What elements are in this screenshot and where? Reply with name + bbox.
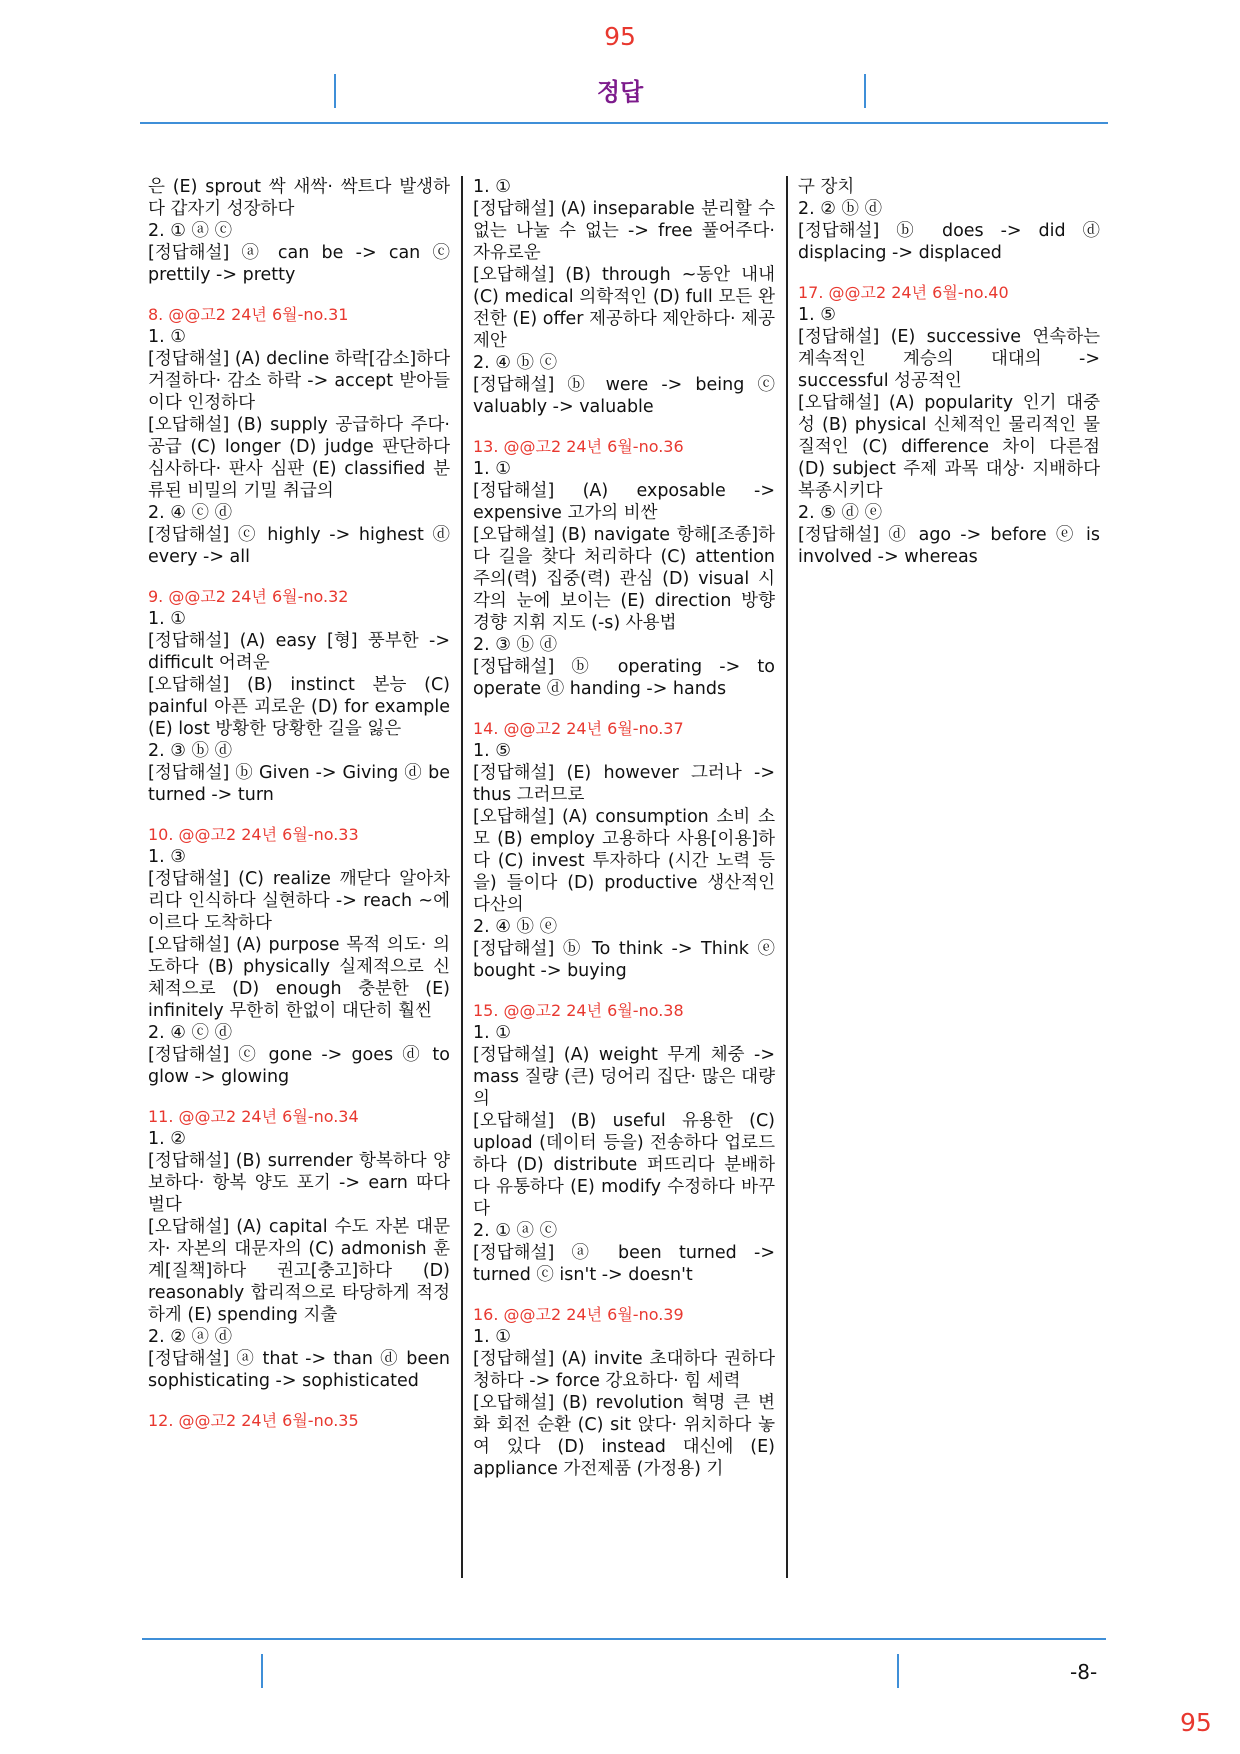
answer-line: [정답해설] (E) successive 연속하는 계속적인 계승의 대대의 -> successful 성공적인: [798, 327, 1100, 391]
page-title: 정답: [596, 78, 644, 106]
answer-line: [정답해설] ⓐ that -> than ⓓ been sophisticating -> sophisticated: [148, 1349, 450, 1391]
answer-line: [정답해설] (A) decline 하락[감소]하다 거절하다· 감소 하락 -> accept 받아들이다 인정하다: [148, 349, 450, 413]
question-heading: 13. @@고2 24년 6월-no.36: [473, 437, 684, 456]
footer-page-number: 95: [1180, 1708, 1212, 1737]
answer-line: [정답해설] (A) exposable -> expensive 고가의 비싼: [473, 481, 775, 523]
answer-line: 2. ⑤ ⓓ ⓔ: [798, 503, 883, 523]
answer-column-right: [798, 176, 1100, 568]
question-heading: 14. @@고2 24년 6월-no.37: [473, 719, 684, 738]
answer-line: 2. ④ ⓒ ⓓ: [148, 1023, 233, 1043]
answer-line: [오답해설] (B) through ~동안 내내 (C) medical 의학적인 (D) full 모든 완전한 (E) offer 제공하다 제안하다· 제공 제안: [473, 265, 775, 351]
answer-line: [정답해설] (A) invite 초대하다 권하다 청하다 -> force 강요하다· 힘 세력: [473, 1349, 775, 1391]
question-heading: 12. @@고2 24년 6월-no.35: [148, 1411, 359, 1430]
header-rule: [140, 122, 1108, 124]
answer-line: 2. ④ ⓑ ⓒ: [473, 353, 558, 373]
footer-page-label: -8-: [1070, 1660, 1098, 1684]
answer-line: 2. ① ⓐ ⓒ: [473, 1221, 558, 1241]
answer-line: [오답해설] (A) popularity 인기 대중성 (B) physical 신체적인 물리적인 물질적인 (C) difference 차이 다른점 (D) subject 주제 과목 대상· 지배하다 복종시키다: [798, 393, 1100, 501]
question-heading: 11. @@고2 24년 6월-no.34: [148, 1107, 359, 1126]
column-divider-right: [786, 176, 788, 1578]
answer-line: [정답해설] (A) weight 무게 체중 -> mass 질량 (큰) 덩어리 집단· 많은 대량의: [473, 1045, 775, 1109]
answer-line: [오답해설] (B) supply 공급하다 주다· 공급 (C) longer (D) judge 판단하다 심사하다· 판사 심판 (E) classified 분류된 비밀의 기밀 취급의: [148, 415, 450, 501]
answer-line: [정답해설] (C) realize 깨닫다 알아차리다 인식하다 실현하다 -> reach ~에 이르다 도착하다: [148, 869, 450, 933]
question-heading: 10. @@고2 24년 6월-no.33: [148, 825, 359, 844]
question-heading: 16. @@고2 24년 6월-no.39: [473, 1305, 684, 1324]
answer-line: [오답해설] (B) useful 유용한 (C) upload (데이터 등을) 전송하다 업로드하다 (D) distribute 퍼뜨리다 분배하다 유통하다 (E) modify 수정하다 바꾸다: [473, 1111, 775, 1219]
answer-line: 1. ①: [148, 327, 186, 347]
question-heading: 17. @@고2 24년 6월-no.40: [798, 283, 1009, 302]
answer-line: [오답해설] (B) instinct 본능 (C) painful 아픈 괴로운 (D) for example (E) lost 방황한 당황한 길을 잃은: [148, 675, 450, 739]
answer-column-left: [148, 176, 450, 1432]
answer-line: [정답해설] ⓒ gone -> goes ⓓ to glow -> glowing: [148, 1045, 450, 1087]
section-spacer: [148, 1392, 450, 1410]
answer-line: 2. ③ ⓑ ⓓ: [473, 635, 558, 655]
answer-line: [오답해설] (A) purpose 목적 의도· 의도하다 (B) physically 실제적으로 신체적으로 (D) enough 충분한 (E) infinitely 무한히 한없이 대단히 훨씬: [148, 935, 450, 1021]
header-right-bar: [864, 74, 866, 108]
answer-line: [정답해설] ⓓ ago -> before ⓔ is involved -> whereas: [798, 525, 1100, 567]
section-spacer: [473, 418, 775, 436]
question-heading: 15. @@고2 24년 6월-no.38: [473, 1001, 684, 1020]
answer-line: [정답해설] ⓐ been turned -> turned ⓒ isn't -> doesn't: [473, 1243, 775, 1285]
footer-right-bar: [897, 1654, 899, 1688]
answer-line: [정답해설] (A) inseparable 분리할 수 없는 나눌 수 없는 -> free 풀어주다· 자유로운: [473, 199, 775, 263]
section-spacer: [473, 982, 775, 1000]
answer-column-middle: [473, 176, 775, 1480]
answer-line: 1. ③: [148, 847, 186, 867]
footer-left-bar: [261, 1654, 263, 1688]
answer-line: [정답해설] (E) however 그러나 -> thus 그러므로: [473, 763, 775, 805]
answer-line: [정답해설] ⓒ highly -> highest ⓓ every -> all: [148, 525, 450, 567]
answer-line: 1. ②: [148, 1129, 186, 1149]
section-spacer: [148, 568, 450, 586]
answer-line: 2. ② ⓑ ⓓ: [798, 199, 883, 219]
header-page-number: 95: [604, 22, 636, 51]
answer-line: 2. ③ ⓑ ⓓ: [148, 741, 233, 761]
answer-line: 은 (E) sprout 싹 새싹· 싹트다 발생하다 갑자기 성장하다: [148, 177, 450, 219]
answer-line: [정답해설] (B) surrender 항복하다 양보하다· 항복 양도 포기 -> earn 따다 벌다: [148, 1151, 450, 1215]
answer-line: 1. ①: [473, 1023, 511, 1043]
answer-line: [정답해설] ⓑ does -> did ⓓ displacing -> displaced: [798, 221, 1100, 263]
answer-line: [정답해설] ⓐ can be -> can ⓒ prettily -> pretty: [148, 243, 450, 285]
answer-line: [정답해설] ⓑ operating -> to operate ⓓ handing -> hands: [473, 657, 775, 699]
answer-line: 1. ①: [473, 459, 511, 479]
answer-line: 2. ② ⓐ ⓓ: [148, 1327, 233, 1347]
question-heading: 9. @@고2 24년 6월-no.32: [148, 587, 349, 606]
footer-rule: [142, 1638, 1106, 1640]
answer-line: [정답해설] (A) easy [형] 풍부한 -> difficult 어려운: [148, 631, 450, 673]
answer-line: [오답해설] (A) consumption 소비 소모 (B) employ 고용하다 사용[이용]하다 (C) invest 투자하다 (시간 노력 등을) 들이다 (D) productive 생산적인 다산의: [473, 807, 775, 915]
answer-line: [정답해설] ⓑ To think -> Think ⓔ bought -> buying: [473, 939, 775, 981]
section-spacer: [148, 806, 450, 824]
answer-line: [정답해설] ⓑ Given -> Giving ⓓ be turned -> turn: [148, 763, 450, 805]
question-heading: 8. @@고2 24년 6월-no.31: [148, 305, 349, 324]
section-spacer: [148, 1088, 450, 1106]
answer-line: [정답해설] ⓑ were -> being ⓒ valuably -> valuable: [473, 375, 775, 417]
answer-line: 1. ⑤: [798, 305, 836, 325]
column-divider-left: [461, 176, 463, 1578]
section-spacer: [473, 700, 775, 718]
answer-line: 1. ①: [473, 177, 511, 197]
answer-line: 2. ④ ⓑ ⓔ: [473, 917, 558, 937]
answer-line: [오답해설] (B) revolution 혁명 큰 변화 회전 순환 (C) sit 앉다· 위치하다 놓여 있다 (D) instead 대신에 (E) appliance 가전제품 (가정용) 기: [473, 1393, 775, 1479]
section-spacer: [798, 264, 1100, 282]
answer-line: 1. ①: [473, 1327, 511, 1347]
answer-line: 1. ①: [148, 609, 186, 629]
answer-line: [오답해설] (B) navigate 항해[조종]하다 길을 찾다 처리하다 (C) attention 주의(력) 집중(력) 관심 (D) visual 시각의 눈에 보이는 (E) direction 방향 경향 지휘 지도 (-s) 사용법: [473, 525, 775, 633]
answer-line: 1. ⑤: [473, 741, 511, 761]
answer-line: 2. ① ⓐ ⓒ: [148, 221, 233, 241]
section-spacer: [473, 1286, 775, 1304]
answer-line: 2. ④ ⓒ ⓓ: [148, 503, 233, 523]
section-spacer: [148, 286, 450, 304]
answer-line: [오답해설] (A) capital 수도 자본 대문자· 자본의 대문자의 (C) admonish 훈계[질책]하다 권고[충고]하다 (D) reasonably 합리적으로 타당하게 적정하게 (E) spending 지출: [148, 1217, 450, 1325]
answer-line: 구 장치: [798, 177, 855, 197]
